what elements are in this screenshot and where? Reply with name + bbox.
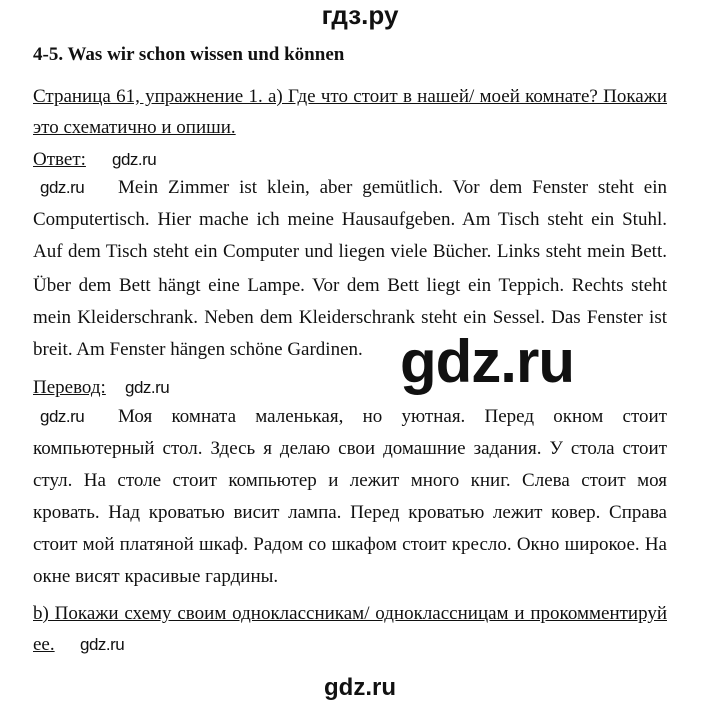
- translation-line: кровать. Над кроватью висит лампа. Перед кроватью лежит ковер. Справа: [33, 502, 667, 523]
- answer-line: breit. Am Fenster hängen schöne Gardinen.: [33, 339, 363, 360]
- watermark: gdz.ru: [112, 150, 157, 169]
- answer-line: Computertisch. Hier mache ich meine Hausaufgeben. Am Tisch steht ein Stuhl.: [33, 209, 667, 230]
- answer-line: Mein Zimmer ist klein, aber gemütlich. Vor dem Fenster steht ein: [118, 177, 667, 198]
- footer-watermark: gdz.ru: [324, 674, 396, 701]
- watermark: gdz.ru: [40, 178, 85, 197]
- section-title: 4-5. Was wir schon wissen und können: [33, 44, 345, 65]
- watermark: gdz.ru: [80, 635, 125, 654]
- translation-line: компьютерный стол. Здесь я делаю свои домашние задания. У стола стоит: [33, 438, 667, 459]
- watermark: gdz.ru: [40, 407, 85, 426]
- big-watermark: gdz.ru: [400, 328, 574, 395]
- header-watermark: гдз.ру: [321, 0, 399, 30]
- task-a-line-2: это схематично и опиши.: [33, 117, 236, 138]
- task-b-line-2: ее.: [33, 634, 55, 655]
- translation-line: стул. На столе стоит компьютер и лежит много книг. Слева стоит моя: [33, 470, 667, 491]
- answer-line: Auf dem Tisch steht ein Computer und liegen viele Bücher. Links steht mein Bett.: [33, 241, 667, 262]
- translation-line: окне висят красивые гардины.: [33, 566, 279, 587]
- watermark: gdz.ru: [125, 378, 170, 397]
- answer-label: Ответ:: [33, 149, 86, 170]
- task-a-line-1: Страница 61, упражнение 1. а) Где что стоит в нашей/ моей комнате? Покажи: [33, 86, 667, 107]
- translation-line: Моя комната маленькая, но уютная. Перед окном стоит: [118, 406, 667, 427]
- task-b-line-1: b) Покажи схему своим одноклассникам/ одноклассницам и прокомментируй: [33, 603, 667, 624]
- translation-line: стоит мой платяной шкаф. Радом со шкафом стоит кресло. Окно широкое. На: [33, 534, 667, 555]
- answer-line: Über dem Bett hängt eine Lampe. Vor dem Bett liegt ein Teppich. Rechts steht: [33, 275, 667, 296]
- answer-line: mein Kleiderschrank. Neben dem Kleiderschrank steht ein Sessel. Das Fenster ist: [33, 307, 667, 328]
- translation-label: Перевод:: [33, 377, 106, 398]
